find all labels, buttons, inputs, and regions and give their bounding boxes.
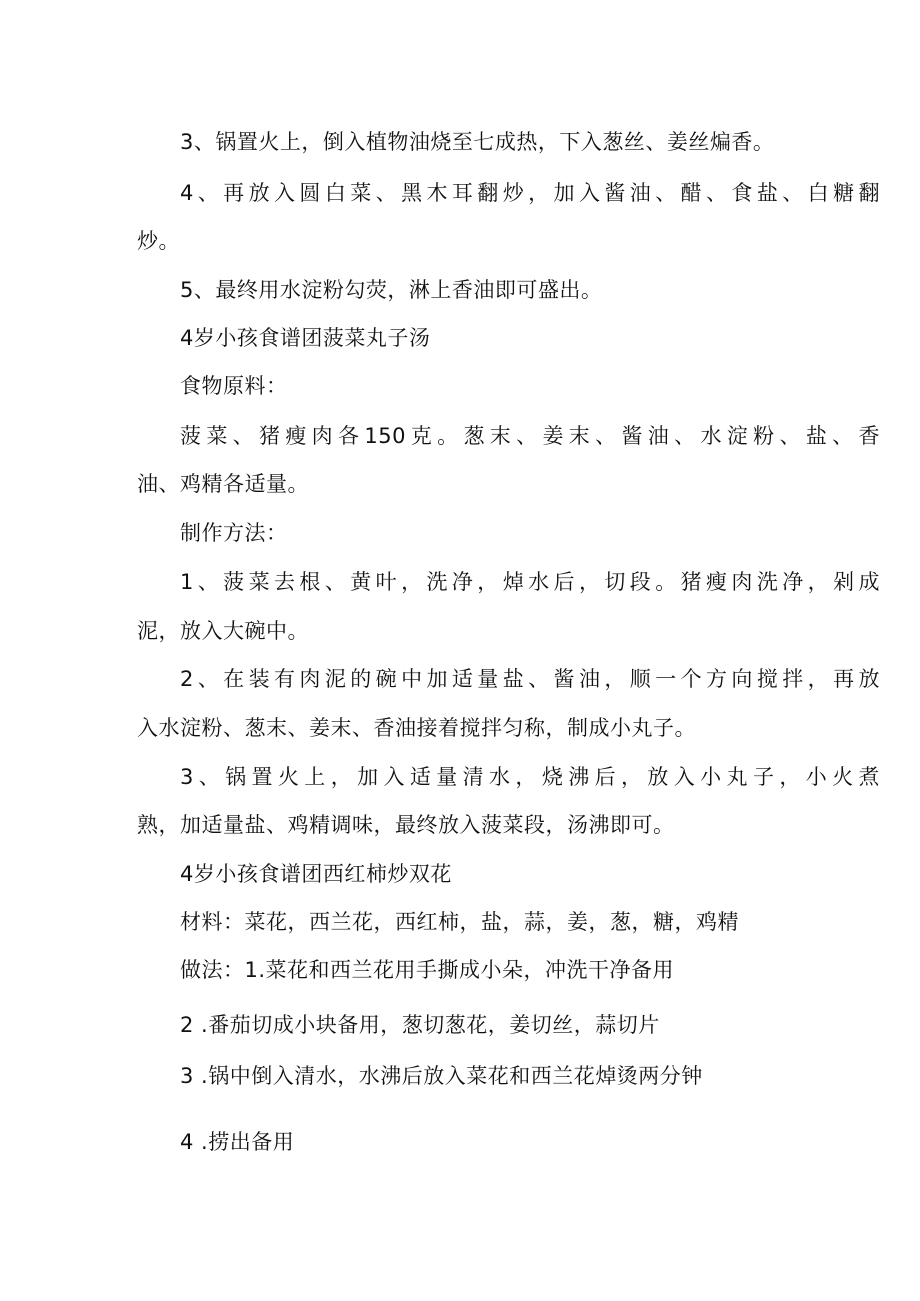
method-step2-line2: 入水淀粉、葱末、姜末、香油接着搅拌匀称，制成小丸子。 [137,716,696,740]
paragraph-step4-line1: 4、再放入圆白菜、黑木耳翻炒，加入酱油、醋、食盐、白糖翻 [180,181,880,205]
method-line4: 4 .捞出备用 [180,1130,295,1154]
ingredients-line1: 菠菜、猪瘦肉各150克。葱末、姜末、酱油、水淀粉、盐、香 [180,424,880,448]
method-line1: 做法：1.菜花和西兰花用手撕成小朵，冲洗干净备用 [180,958,675,982]
method-step2-line1: 2、在装有肉泥的碗中加适量盐、酱油，顺一个方向搅拌，再放 [180,667,880,691]
paragraph-step5: 5、最终用水淀粉勾荧，淋上香油即可盛出。 [180,278,603,302]
method-step3-line2: 熟，加适量盐、鸡精调味，最终放入菠菜段，汤沸即可。 [137,813,675,837]
ingredients-label: 食物原料： [180,374,288,398]
paragraph-step4-line2: 炒。 [137,229,180,253]
recipe-title-tomato-double-flower: 4岁小孩食谱团西红柿炒双花 [180,862,452,886]
method-label: 制作方法： [180,521,288,545]
method-line3: 3 .锅中倒入清水，水沸后放入菜花和西兰花焯烫两分钟 [180,1064,703,1088]
ingredients-line2: 油、鸡精各适量。 [137,472,309,496]
method-line2: 2 .番茄切成小块备用，葱切葱花，姜切丝，蒜切片 [180,1013,660,1037]
method-step1-line1: 1、菠菜去根、黄叶，洗净，焯水后，切段。猪瘦肉洗净，剁成 [180,570,880,594]
recipe-title-spinach-meatball-soup: 4岁小孩食谱团菠菜丸子汤 [180,326,431,350]
paragraph-step3-stir: 3、锅置火上，倒入植物油烧至七成热，下入葱丝、姜丝煸香。 [180,130,775,154]
method-step1-line2: 泥，放入大碗中。 [137,619,309,643]
method-step3-line1: 3、锅置火上，加入适量清水，烧沸后，放入小丸子，小火煮 [180,765,880,789]
materials-line: 材料：菜花，西兰花，西红柿，盐，蒜，姜，葱，糖，鸡精 [180,910,739,934]
